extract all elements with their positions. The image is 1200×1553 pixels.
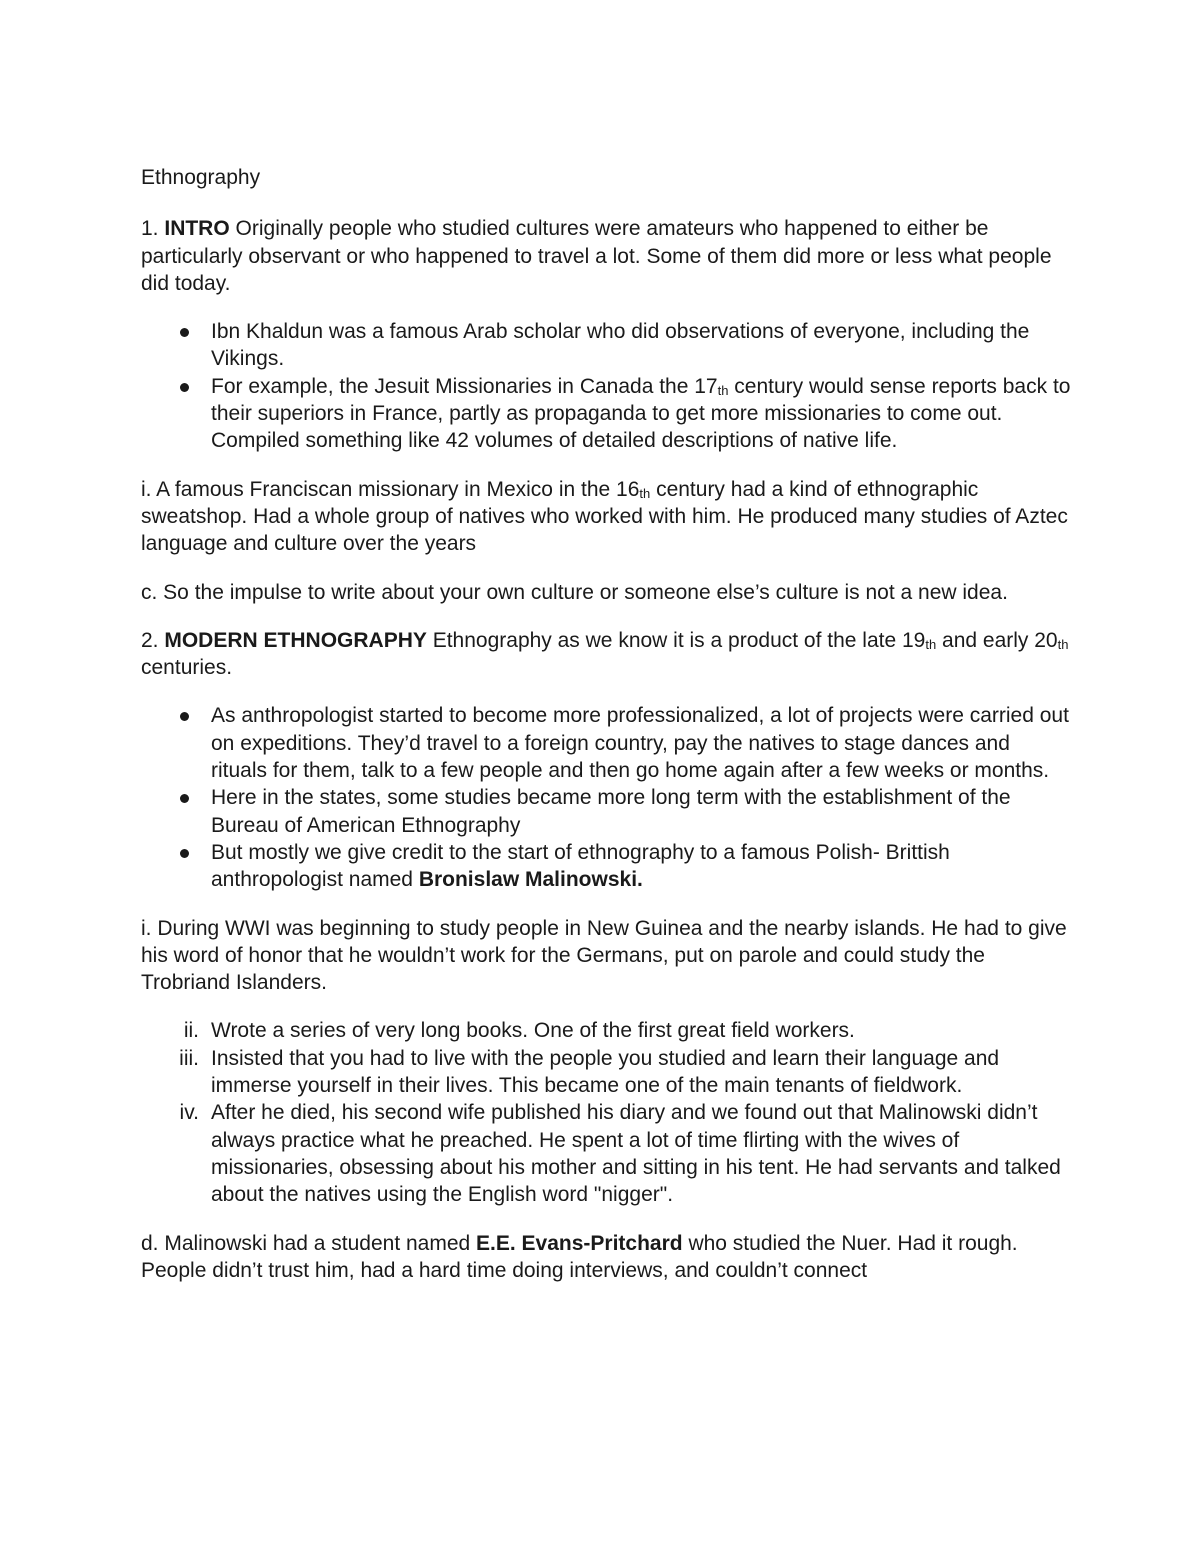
section-1-text: Originally people who studied cultures were amateurs who happened to either be particularly observant or who happened to travel a lot. Some of them did more or less what people did today. <box>141 217 1052 295</box>
para-text: who studied the Nuer. Had it rough. People didn’t trust him, had a hard time doing interviews, and couldn’t connect <box>141 1231 1018 1282</box>
list-item-text: Wrote a series of very long books. One of the first great field workers. <box>211 1019 855 1043</box>
document-title: Ethnography <box>141 166 261 189</box>
para-bold-name: E.E. Evans-Pritchard <box>476 1231 683 1255</box>
roman-numeral: iv. <box>179 1101 199 1125</box>
bullet-icon <box>180 383 189 392</box>
bullet-text: For example, the Jesuit Missionaries in Canada the 17 <box>211 374 718 398</box>
para-text: century had a kind of ethnographic sweatshop. Had a whole group of natives who worked with him. He produced many studies of Aztec language and culture over the years <box>141 477 1068 556</box>
section-2-intro <box>141 627 1071 682</box>
list-item-text: Insisted that you had to live with the people you studied and learn their language and immerse yourself in their lives. This became one of the main tenants of fieldwork. <box>211 1046 1000 1098</box>
bullet-text: As anthropologist started to become more professionalized, a lot of projects were carried out on expeditions. They’d travel to a foreign country, pay the natives to stage dances and rituals for them, talk to a few people and then go home again after a few weeks or months. <box>211 704 1069 783</box>
section-2-text: and early 20 <box>936 628 1058 652</box>
list-item <box>141 1045 1071 1100</box>
section-1-para-i <box>141 476 1071 558</box>
roman-numeral-list <box>141 1017 1071 1208</box>
list-item <box>141 373 1071 455</box>
roman-numeral: ii. <box>183 1019 199 1043</box>
section-2-heading: MODERN ETHNOGRAPHY <box>164 628 427 652</box>
list-item <box>141 702 1071 784</box>
section-1-heading: INTRO <box>164 217 230 241</box>
para-text: d. Malinowski had a student named <box>141 1231 477 1255</box>
list-item <box>141 784 1071 839</box>
section-2-text: centuries. <box>141 656 233 680</box>
ordinal-suffix: th <box>639 485 651 501</box>
section-1-bullet-list <box>141 318 1071 454</box>
bullet-text: But mostly we give credit to the start of ethnography to a famous Polish- Brittish anthropologist named <box>211 840 950 892</box>
bullet-icon <box>180 712 189 721</box>
bullet-text: century would sense reports back to their superiors in France, partly as propaganda to get more missionaries to come out. Compiled something like 42 volumes of detailed descriptions of native life. <box>211 374 1071 453</box>
section-2-para-i: i. During WWI was beginning to study people in New Guinea and the nearby islands. He had to give his word of honor that he wouldn’t work for the Germans, put on parole and could study the Trobriand Islanders. <box>141 916 1067 995</box>
bullet-icon <box>180 849 189 858</box>
section-2-number: 2. <box>141 628 165 652</box>
section-2-text: Ethnography as we know it is a product of the late 19 <box>426 628 926 652</box>
bullet-icon <box>180 794 189 803</box>
section-1-intro <box>141 215 1071 297</box>
bullet-bold-name: Bronislaw Malinowski. <box>418 868 643 892</box>
para-text: i. A famous Franciscan missionary in Mexico in the 16 <box>141 477 640 501</box>
ordinal-suffix: th <box>1057 636 1069 652</box>
document-page <box>141 164 1071 1305</box>
list-item <box>141 318 1071 373</box>
list-item-text: After he died, his second wife published his diary and we found out that Malinowski didn’t always practice what he preached. He spent a lot of time flirting with the wives of missionaries, obsessing about his mother and sitting in his tent. He had servants and talked about the natives using the English word "nigger". <box>211 1101 1061 1207</box>
section-1-number: 1. <box>141 217 165 241</box>
bullet-icon <box>180 328 189 337</box>
list-item <box>141 839 1071 894</box>
section-1-para-c: c. So the impulse to write about your own culture or someone else’s culture is not a new idea. <box>141 580 1008 604</box>
section-2-para-d <box>141 1230 1071 1285</box>
section-2-bullet-list <box>141 702 1071 893</box>
roman-numeral: iii. <box>179 1046 199 1070</box>
bullet-text: Here in the states, some studies became more long term with the establishment of the Bureau of American Ethnography <box>211 786 1011 837</box>
ordinal-suffix: th <box>717 382 729 398</box>
list-item <box>141 1017 1071 1044</box>
ordinal-suffix: th <box>925 636 937 652</box>
bullet-text: Ibn Khaldun was a famous Arab scholar who did observations of everyone, including the Vikings. <box>211 320 1030 371</box>
list-item <box>141 1099 1071 1208</box>
